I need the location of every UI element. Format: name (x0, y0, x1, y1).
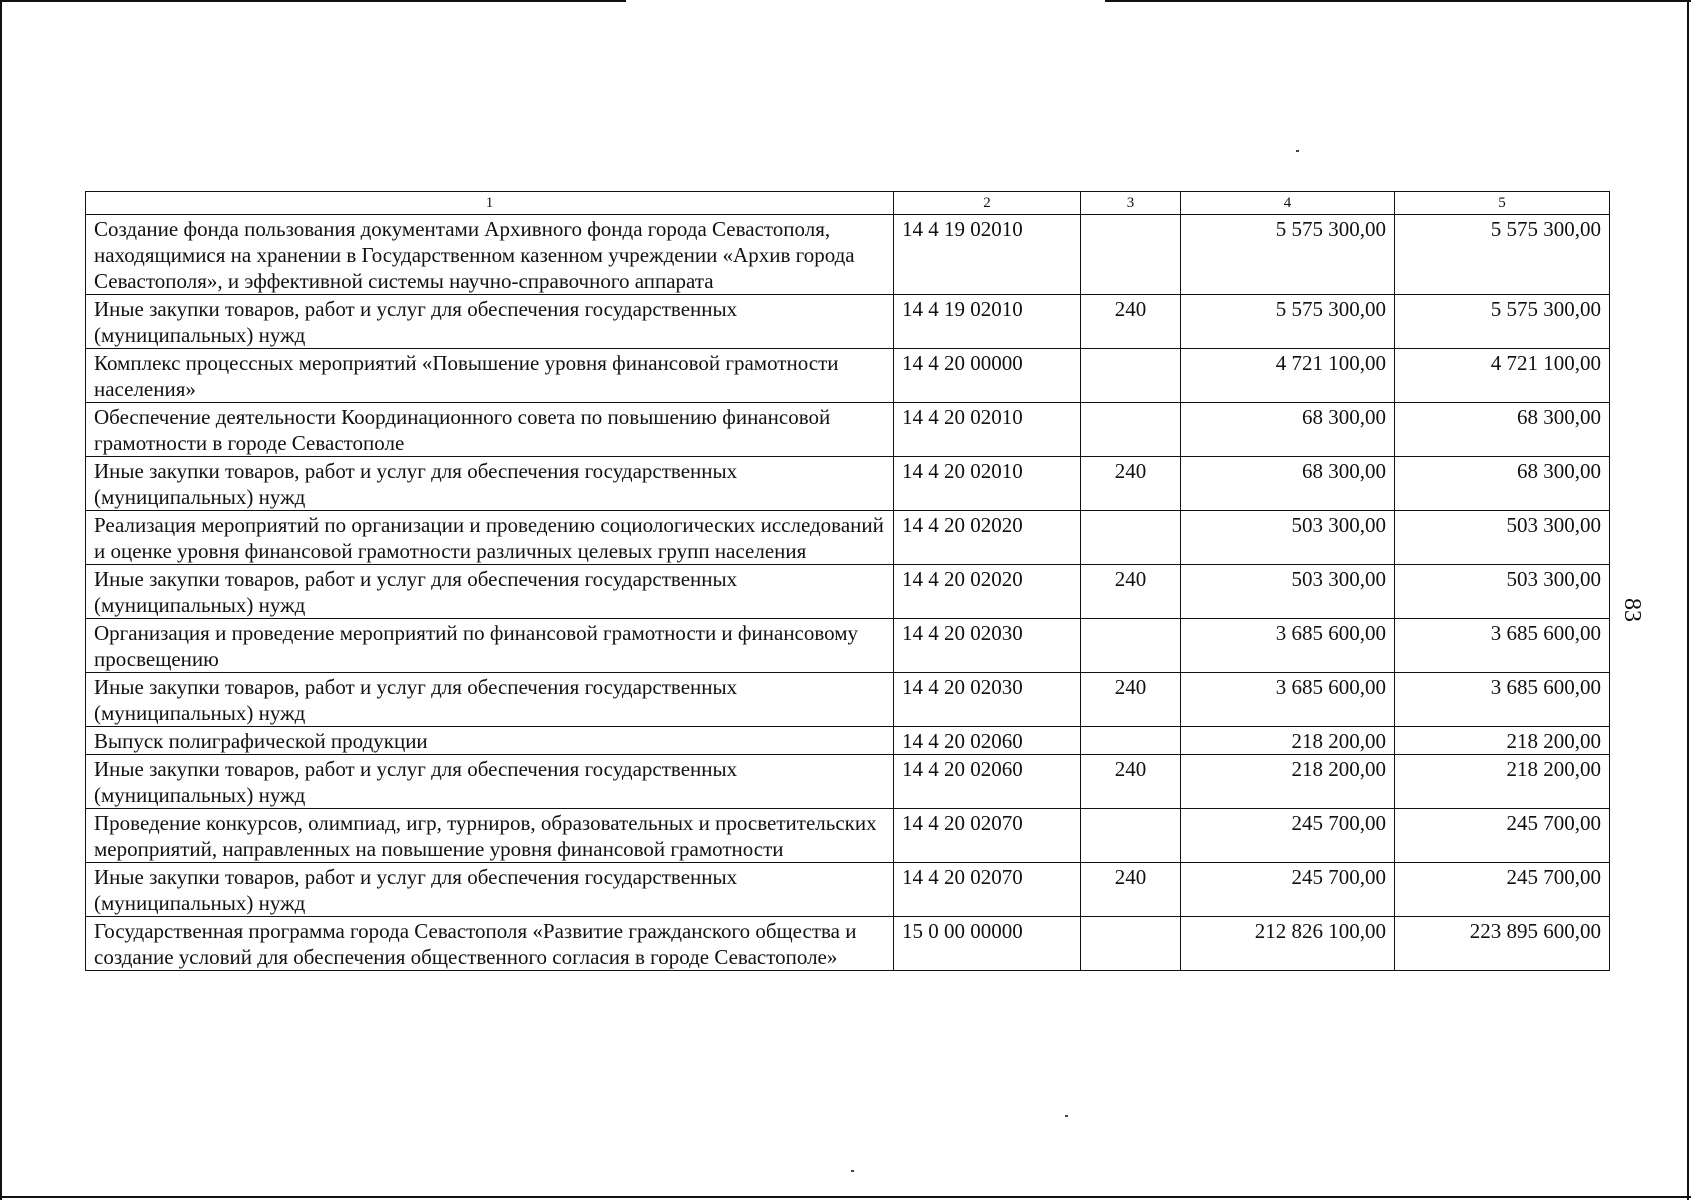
row-sum-year1-cell: 68 300,00 (1181, 403, 1395, 457)
row-sum-year2-cell: 3 685 600,00 (1395, 673, 1610, 727)
row-code-cell: 14 4 20 02020 (894, 511, 1081, 565)
budget-table (85, 191, 1610, 971)
row-expense-type-cell: 240 (1081, 565, 1181, 619)
header-cell-2: 2 (894, 192, 1081, 215)
row-sum-year2-cell: 223 895 600,00 (1395, 917, 1610, 971)
row-sum-year2-cell: 245 700,00 (1395, 863, 1610, 917)
row-name-cell: Иные закупки товаров, работ и услуг для обеспечения государственных (муниципальных) нужд (86, 863, 894, 917)
row-name-cell: Создание фонда пользования документами Архивного фонда города Севастополя, находящимися на хранении в Государственном казенном учреждении «Архив города Севастополя», и эффективной системы научно-справочного аппарата (86, 215, 894, 295)
row-code-cell: 14 4 20 02030 (894, 673, 1081, 727)
row-sum-year1-cell: 3 685 600,00 (1181, 673, 1395, 727)
scan-speck (851, 1170, 854, 1172)
row-code-cell: 14 4 20 02020 (894, 565, 1081, 619)
row-name-cell: Иные закупки товаров, работ и услуг для обеспечения государственных (муниципальных) нужд (86, 755, 894, 809)
table-row (86, 673, 1610, 727)
scan-speck (1296, 150, 1299, 152)
row-name-cell: Реализация мероприятий по организации и проведению социологических исследований и оценке уровня финансовой грамотности различных целевых групп населения (86, 511, 894, 565)
scan-frame-top-right (1105, 0, 1691, 2)
header-cell-4: 4 (1181, 192, 1395, 215)
table-row (86, 619, 1610, 673)
row-expense-type-cell: 240 (1081, 673, 1181, 727)
row-sum-year2-cell: 68 300,00 (1395, 457, 1610, 511)
scan-speck (1065, 1115, 1068, 1117)
row-sum-year1-cell: 4 721 100,00 (1181, 349, 1395, 403)
scan-frame-right (1687, 0, 1689, 1200)
row-expense-type-cell (1081, 349, 1181, 403)
row-code-cell: 15 0 00 00000 (894, 917, 1081, 971)
row-expense-type-cell (1081, 403, 1181, 457)
row-expense-type-cell (1081, 215, 1181, 295)
header-cell-5: 5 (1395, 192, 1610, 215)
row-name-cell: Иные закупки товаров, работ и услуг для обеспечения государственных (муниципальных) нужд (86, 457, 894, 511)
row-expense-type-cell (1081, 809, 1181, 863)
row-sum-year2-cell: 68 300,00 (1395, 403, 1610, 457)
table-row (86, 863, 1610, 917)
row-sum-year1-cell: 245 700,00 (1181, 809, 1395, 863)
scan-frame-left (0, 0, 2, 1200)
row-sum-year1-cell: 245 700,00 (1181, 863, 1395, 917)
table-row (86, 727, 1610, 755)
row-expense-type-cell (1081, 511, 1181, 565)
table-row (86, 565, 1610, 619)
table-header-row (86, 192, 1610, 215)
row-code-cell: 14 4 20 02030 (894, 619, 1081, 673)
row-sum-year1-cell: 5 575 300,00 (1181, 295, 1395, 349)
scan-frame-top-left (0, 0, 626, 2)
row-sum-year2-cell: 3 685 600,00 (1395, 619, 1610, 673)
row-sum-year2-cell: 503 300,00 (1395, 511, 1610, 565)
row-sum-year2-cell: 5 575 300,00 (1395, 215, 1610, 295)
row-name-cell: Иные закупки товаров, работ и услуг для обеспечения государственных (муниципальных) нужд (86, 673, 894, 727)
header-cell-3: 3 (1081, 192, 1181, 215)
row-name-cell: Проведение конкурсов, олимпиад, игр, турниров, образовательных и просветительских мероприятий, направленных на повышение уровня финансовой грамотности (86, 809, 894, 863)
row-sum-year1-cell: 503 300,00 (1181, 511, 1395, 565)
row-code-cell: 14 4 19 02010 (894, 215, 1081, 295)
row-expense-type-cell: 240 (1081, 295, 1181, 349)
row-sum-year2-cell: 5 575 300,00 (1395, 295, 1610, 349)
table-row (86, 511, 1610, 565)
row-sum-year1-cell: 218 200,00 (1181, 755, 1395, 809)
row-sum-year2-cell: 218 200,00 (1395, 727, 1610, 755)
row-name-cell: Выпуск полиграфической продукции (86, 727, 894, 755)
row-sum-year1-cell: 218 200,00 (1181, 727, 1395, 755)
row-name-cell: Иные закупки товаров, работ и услуг для обеспечения государственных (муниципальных) нужд (86, 295, 894, 349)
row-code-cell: 14 4 20 02060 (894, 755, 1081, 809)
table-row (86, 809, 1610, 863)
row-expense-type-cell: 240 (1081, 755, 1181, 809)
table-row (86, 295, 1610, 349)
header-cell-1: 1 (86, 192, 894, 215)
row-sum-year2-cell: 218 200,00 (1395, 755, 1610, 809)
row-sum-year1-cell: 503 300,00 (1181, 565, 1395, 619)
row-code-cell: 14 4 19 02010 (894, 295, 1081, 349)
page-number: 83 (1619, 598, 1645, 622)
table-row (86, 457, 1610, 511)
table-row (86, 403, 1610, 457)
row-code-cell: 14 4 20 00000 (894, 349, 1081, 403)
row-expense-type-cell (1081, 619, 1181, 673)
row-code-cell: 14 4 20 02010 (894, 457, 1081, 511)
table-row (86, 349, 1610, 403)
table-row (86, 215, 1610, 295)
row-code-cell: 14 4 20 02070 (894, 809, 1081, 863)
row-code-cell: 14 4 20 02070 (894, 863, 1081, 917)
table-row (86, 917, 1610, 971)
row-name-cell: Организация и проведение мероприятий по финансовой грамотности и финансовому просвещению (86, 619, 894, 673)
row-sum-year1-cell: 3 685 600,00 (1181, 619, 1395, 673)
row-expense-type-cell (1081, 917, 1181, 971)
row-sum-year2-cell: 503 300,00 (1395, 565, 1610, 619)
row-sum-year2-cell: 4 721 100,00 (1395, 349, 1610, 403)
row-code-cell: 14 4 20 02060 (894, 727, 1081, 755)
row-expense-type-cell: 240 (1081, 863, 1181, 917)
row-name-cell: Иные закупки товаров, работ и услуг для обеспечения государственных (муниципальных) нужд (86, 565, 894, 619)
row-code-cell: 14 4 20 02010 (894, 403, 1081, 457)
row-sum-year1-cell: 68 300,00 (1181, 457, 1395, 511)
row-sum-year1-cell: 212 826 100,00 (1181, 917, 1395, 971)
row-name-cell: Государственная программа города Севастополя «Развитие гражданского общества и создание условий для обеспечения общественного согласия в городе Севастополе» (86, 917, 894, 971)
table-row (86, 755, 1610, 809)
scan-frame-bottom (0, 1196, 1691, 1198)
row-name-cell: Комплекс процессных мероприятий «Повышение уровня финансовой грамотности населения» (86, 349, 894, 403)
row-sum-year2-cell: 245 700,00 (1395, 809, 1610, 863)
row-expense-type-cell: 240 (1081, 457, 1181, 511)
row-name-cell: Обеспечение деятельности Координационного совета по повышению финансовой грамотности в городе Севастополе (86, 403, 894, 457)
row-expense-type-cell (1081, 727, 1181, 755)
row-sum-year1-cell: 5 575 300,00 (1181, 215, 1395, 295)
